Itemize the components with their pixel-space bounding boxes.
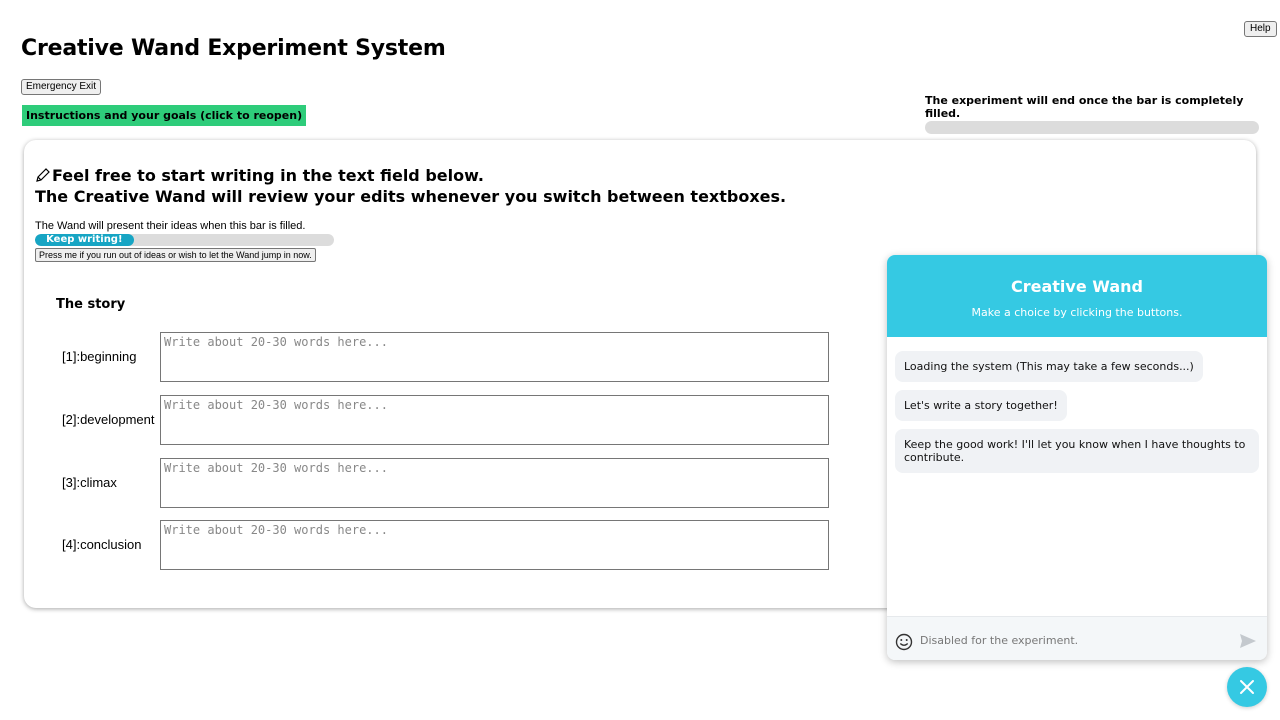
story-row-climax — [62, 458, 842, 508]
story-row-beginning — [62, 332, 842, 382]
story-row-development — [62, 395, 842, 445]
instructions-button[interactable]: Instructions and your goals (click to reopen) — [22, 105, 306, 126]
send-icon[interactable] — [1239, 633, 1257, 649]
chat-message: Keep the good work! I'll let you know when I have thoughts to contribute. — [895, 429, 1259, 473]
smile-icon[interactable] — [895, 633, 913, 651]
conclusion-textbox[interactable] — [160, 520, 829, 570]
experiment-progress-label: The experiment will end once the bar is completely filled. — [925, 94, 1244, 120]
wand-jump-button[interactable]: Press me if you run out of ideas or wish to let the Wand jump in now. — [35, 248, 316, 262]
chat-input[interactable] — [918, 629, 1218, 651]
development-textbox[interactable] — [160, 395, 829, 445]
story-label: The story — [56, 297, 126, 312]
beginning-textbox[interactable] — [160, 332, 829, 382]
wand-progress-fill: Keep writing! — [35, 234, 134, 246]
story-row-conclusion — [62, 520, 842, 570]
chat-close-button[interactable] — [1227, 667, 1267, 707]
editor-heading-text: Feel free to start writing in the text field below. — [52, 166, 484, 185]
chat-messages — [887, 337, 1267, 616]
section-label: [4]:conclusion — [62, 537, 142, 552]
editor-heading — [35, 166, 484, 185]
section-label: [3]:climax — [62, 475, 117, 490]
section-label: [1]:beginning — [62, 349, 137, 364]
chat-header — [887, 255, 1267, 337]
chat-message: Let's write a story together! — [895, 390, 1067, 421]
page-title: Creative Wand Experiment System — [21, 36, 446, 61]
chat-subtitle: Make a choice by clicking the buttons. — [971, 306, 1183, 319]
editor-subheading: The Creative Wand will review your edits whenever you switch between textboxes. — [35, 187, 787, 206]
chat-message: Loading the system (This may take a few seconds...) — [895, 351, 1203, 382]
wand-progress-bar — [35, 234, 334, 246]
close-icon — [1239, 679, 1255, 695]
section-label: [2]:development — [62, 412, 155, 427]
chat-footer — [887, 616, 1267, 660]
experiment-progress-bar — [925, 121, 1259, 134]
help-button[interactable]: Help — [1244, 21, 1277, 37]
pen-icon — [35, 167, 51, 183]
wand-bar-note: The Wand will present their ideas when this bar is filled. — [35, 220, 306, 232]
chat-title: Creative Wand — [1011, 277, 1143, 296]
chat-widget — [887, 255, 1267, 660]
emergency-exit-button[interactable]: Emergency Exit — [21, 79, 101, 95]
climax-textbox[interactable] — [160, 458, 829, 508]
